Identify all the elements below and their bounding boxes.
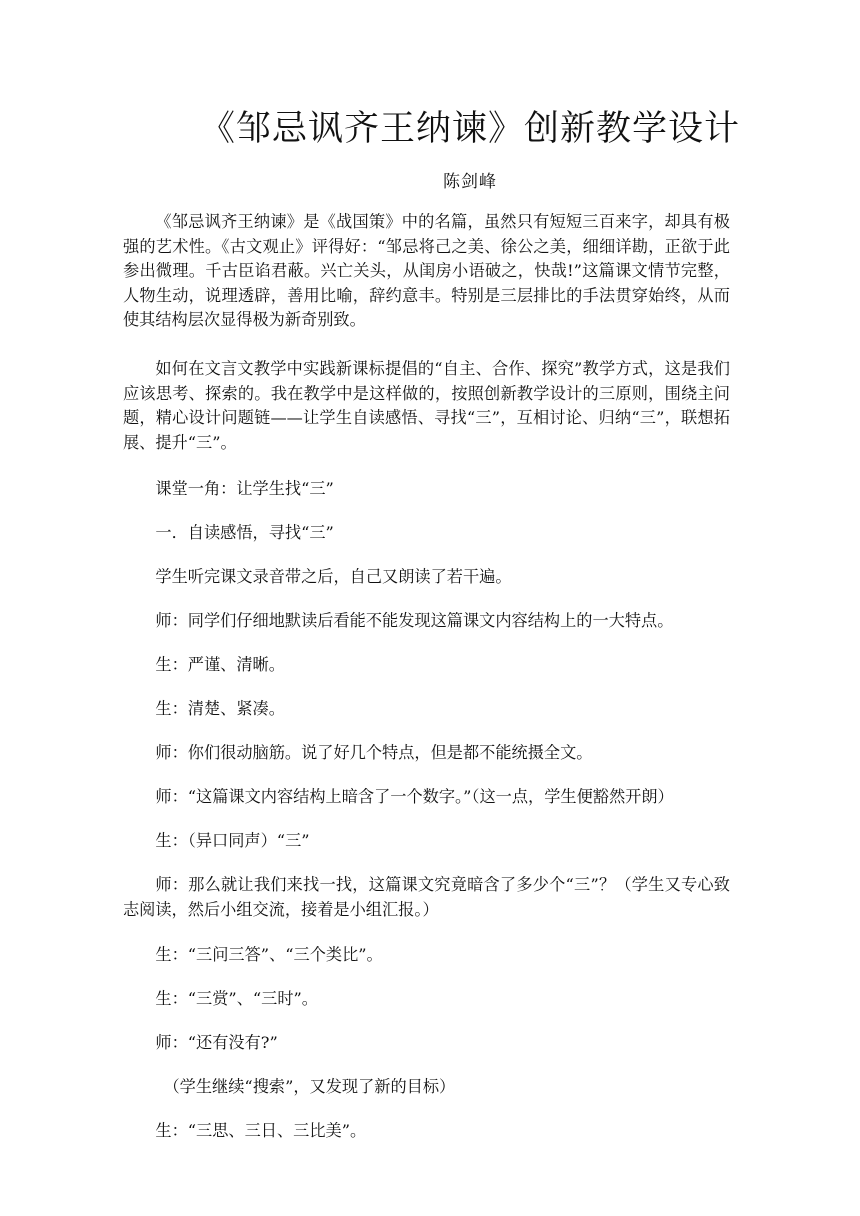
method-paragraph: 如何在文言文教学中实践新课标提倡的“自主、合作、探究”教学方式，这是我们应该思考、探索的。我在教学中是这样做的，按照创新教学设计的三原则，围绕主问题，精心设计问题链——让学生自读感悟、寻找“三”，互相讨论、归纳“三”，联想拓展、提升“三”。 (123, 358, 730, 452)
narrative-paragraph: 学生听完课文录音带之后，自己又朗读了若干遍。 (155, 567, 512, 587)
dialogue-line: 生：“三思、三日、三比美”。 (155, 1120, 367, 1140)
dialogue-line: 生：“三问三答”、“三个类比”。 (155, 944, 383, 964)
document-title: 《邹忌讽齐王纳谏》创新教学设计 (199, 109, 740, 149)
dialogue-line: 师：“这篇课文内容结构上暗含了一个数字。”（这一点，学生便豁然开朗） (155, 787, 674, 807)
section-heading: 课堂一角：让学生找“三” (155, 479, 334, 499)
stage-note: （学生继续“搜索”，又发现了新的目标） (163, 1076, 456, 1096)
dialogue-line: 生：“三赏”、“三时”。 (155, 988, 318, 1008)
intro-paragraph: 《邹忌讽齐王纳谏》是《战国策》中的名篇，虽然只有短短三百来字，却具有极强的艺术性。《古文观止》评得好：“邹忌将己之美、徐公之美，细细详勘，正欲于此参出微理。千古臣谄君蔽。兴亡关头，从闺房小语破之，快哉!”这篇课文情节完整，人物生动，说理透辟，善用比喻，辞约意丰。特别是三层排比的手法贯穿始终，从而使其结构层次显得极为新奇别致。 (123, 212, 730, 330)
dialogue-line: 师：“还有没有?” (155, 1032, 278, 1052)
document-body (123, 210, 730, 1143)
dialogue-line: 师：同学们仔细地默读后看能不能发现这篇课文内容结构上的一大特点。 (155, 611, 674, 631)
dialogue-line: 生：清楚、紧凑。 (155, 699, 285, 719)
author-name: 陈剑峰 (443, 172, 497, 192)
dialogue-line: 生：严谨、清晰。 (155, 655, 285, 675)
subsection-heading: 一．自读感悟，寻找“三” (155, 523, 334, 543)
dialogue-line: 师：那么就让我们来找一找，这篇课文究竟暗含了多少个“三”？（学生又专心致志阅读，然后小组交流，接着是小组汇报。） (123, 875, 730, 919)
dialogue-line: 生：（异口同声）“三” (155, 831, 310, 851)
dialogue-line: 师：你们很动脑筋。说了好几个特点，但是都不能统摄全文。 (155, 743, 593, 763)
